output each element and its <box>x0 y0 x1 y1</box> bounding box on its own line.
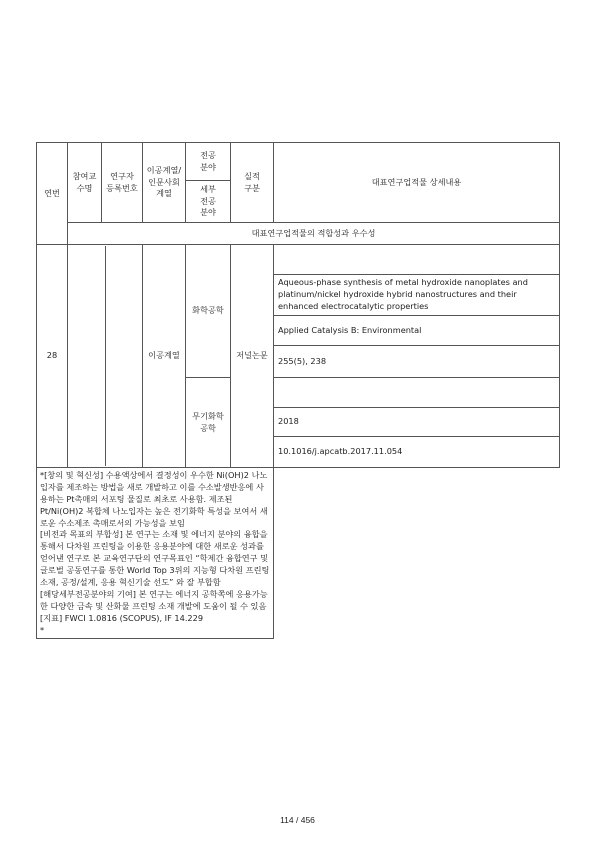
header-participant: 참여교 수명 <box>68 143 102 223</box>
header-researcher-id: 연구자 등록번호 <box>102 143 143 223</box>
description-creativity: *[창의 및 혁신성] 수용액상에서 결정성이 우수한 Ni(OH)2 나노입자를 제조하는 방법을 새로 개발하고 이를 수소발생반응에 사용하는 Pt촉매의 서포팅 물질로 최초로 사용함. 제조된 Pt/Ni(OH)2 복합체 나노입자는 높은 전기화학 특성을 보여서 새로운 수소제조 촉매로서의 가능성을 보임 <box>40 470 268 528</box>
header-year: 연번 <box>37 143 68 245</box>
entry-number: 28 <box>37 245 68 468</box>
detail-row-0 <box>274 245 560 275</box>
participant-cell <box>68 246 106 466</box>
page-number: 114 / 456 <box>280 815 315 825</box>
detail-volume: 255(5), 238 <box>274 346 560 378</box>
detail-row-4 <box>274 378 560 408</box>
subheader: 대표연구업적물의 적합성과 우수성 <box>68 223 560 245</box>
header-achievement-type: 실적 구분 <box>231 143 274 223</box>
description-vision: [비전과 목표의 부합성] 본 연구는 소재 및 에너지 분야의 융합을 통해서 다차원 프린팅을 이용한 응용분야에 대한 새로운 성과를 얻어낸 연구로 본 교육연구단의 연구목표인 “학제간 융합연구 및 글로벌 공동연구를 통한 World Top 3위의 지능형 다차원 프린팅 소재, 공정/설계, 응용 혁신기술 선도” 와 잘 부합함 <box>40 529 270 588</box>
header-detail: 대표연구업적물 상세내용 <box>274 143 560 223</box>
description <box>37 468 274 639</box>
description-contribution: [해당세부전공분야의 기여] 본 연구는 에너지 공학쪽에 응용가능한 다양한 금속 및 산화물 프린팅 소재 개발에 도움이 될 수 있음 <box>40 588 268 611</box>
description-indicator: [지표] FWCI 1.0816 (SCOPUS), IF 14.229 <box>40 612 204 623</box>
detail-journal: Applied Catalysis B: Environmental <box>274 316 560 346</box>
detail-doi: 10.1016/j.apcatb.2017.11.054 <box>274 437 560 468</box>
achievement-table <box>36 142 560 639</box>
detail-year: 2018 <box>274 408 560 437</box>
description-end: * <box>40 624 45 635</box>
researcher-id-cell <box>106 246 143 466</box>
detail-title: Aqueous-phase synthesis of metal hydroxide nanoplates and platinum/nickel hydroxide hybrid nanostructures and their enhanced electrocatalytic properties <box>274 275 560 316</box>
entry-achievement-type: 저널논문 <box>231 245 274 468</box>
participant-cells <box>68 245 143 468</box>
header-field: 이공계열/ 인문사회 계열 <box>143 143 186 223</box>
entry-detail-major: 무기화학 공학 <box>186 378 231 468</box>
header-detail-major: 세부 전공 분야 <box>186 181 231 223</box>
header-major: 전공 분야 <box>186 143 231 181</box>
entry-field: 이공계열 <box>143 245 186 468</box>
entry-major: 화학공학 <box>186 245 231 378</box>
